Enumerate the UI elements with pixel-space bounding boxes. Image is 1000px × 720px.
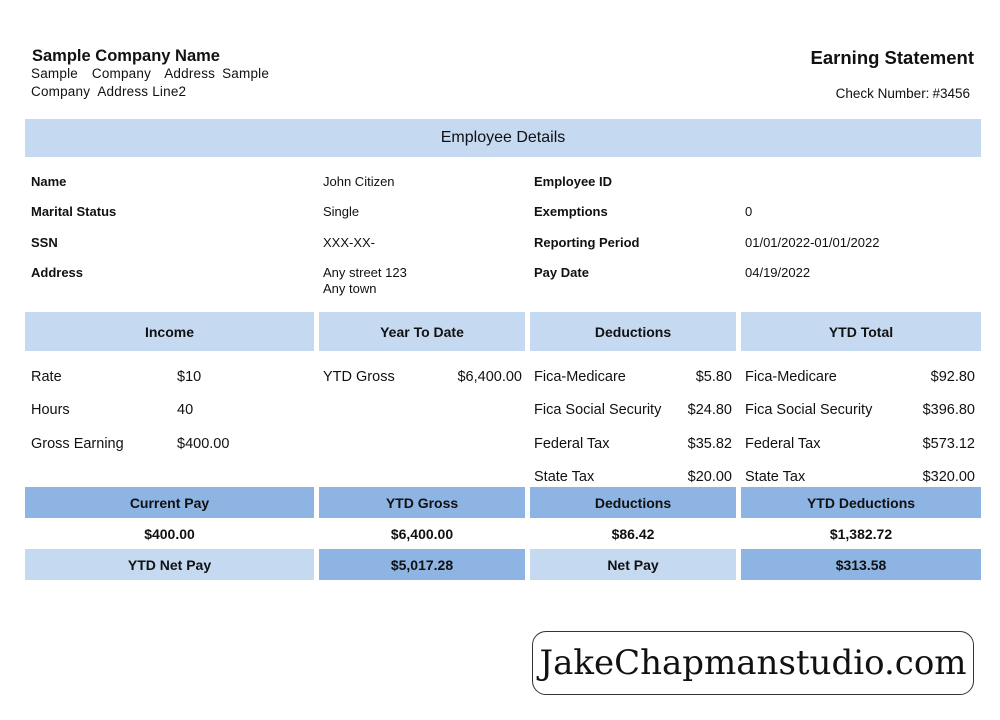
company-name: Sample Company Name (32, 47, 220, 65)
ytd-gross-label: YTD Gross (319, 487, 525, 518)
deduction-item-value: $5.80 (695, 369, 732, 385)
employee-details-header: Employee Details (25, 119, 981, 157)
deductions-column-header: Deductions (530, 312, 736, 351)
ytd-total-item-label: Fica Social Security (745, 402, 873, 418)
deduction-item-value: $20.00 (687, 469, 732, 485)
pay-date-value: 04/19/2022 (745, 265, 811, 280)
income-item-value: 40 (177, 402, 194, 418)
ssn-label: SSN (31, 235, 58, 250)
name-label: Name (31, 174, 67, 189)
ytd-total-item-label: Federal Tax (745, 436, 821, 452)
deduction-item-label: State Tax (534, 469, 595, 485)
company-address-line2: Company Address Line2 (31, 84, 187, 99)
address-value-line2: Any town (323, 281, 377, 296)
company-address-line1: Sample Company Address Sample (31, 66, 270, 81)
check-number-value: #3456 (932, 86, 970, 101)
ytd-total-item-value: $92.80 (930, 369, 975, 385)
pay-date-label: Pay Date (534, 265, 589, 280)
income-column-header: Income (25, 312, 314, 351)
ssn-value: XXX-XX- (323, 235, 376, 250)
net-pay-value: $313.58 (741, 549, 981, 580)
ytd-gross-value: $6,400.00 (390, 525, 454, 542)
employee-id-label: Employee ID (534, 174, 613, 189)
income-item-value: $10 (177, 369, 202, 385)
reporting-period-label: Reporting Period (534, 235, 640, 250)
deduction-item-value: $35.82 (687, 436, 732, 452)
income-item-label: Rate (31, 369, 62, 385)
ytd-item-value: $6,400.00 (457, 369, 522, 385)
marital-status-label: Marital Status (31, 204, 117, 219)
ytd-total-item-value: $573.12 (922, 436, 975, 452)
ytd-total-item-label: Fica-Medicare (745, 369, 837, 385)
watermark: JakeChapmanstudio.com (532, 631, 974, 695)
income-item-value: $400.00 (177, 436, 230, 452)
address-label: Address (31, 265, 84, 280)
income-item-label: Hours (31, 402, 70, 418)
exemptions-label: Exemptions (534, 204, 608, 219)
reporting-period-value: 01/01/2022-01/01/2022 (745, 235, 880, 250)
deduction-item-label: Fica Social Security (534, 402, 662, 418)
deductions-summary-label: Deductions (530, 487, 736, 518)
current-pay-label: Current Pay (25, 487, 314, 518)
deductions-summary-value: $86.42 (611, 525, 655, 542)
check-number-label: Check Number: (835, 86, 930, 101)
year-to-date-column-header: Year To Date (319, 312, 525, 351)
ytd-total-column-header: YTD Total (741, 312, 981, 351)
ytd-deductions-label: YTD Deductions (741, 487, 981, 518)
ytd-net-pay-value: $5,017.28 (319, 549, 525, 580)
ytd-net-pay-label: YTD Net Pay (25, 549, 314, 580)
ytd-item-label: YTD Gross (323, 369, 395, 385)
deduction-item-label: Fica-Medicare (534, 369, 626, 385)
name-value: John Citizen (323, 174, 395, 189)
ytd-total-item-value: $320.00 (922, 469, 975, 485)
current-pay-value: $400.00 (144, 525, 195, 542)
check-number (836, 86, 973, 101)
exemptions-value: 0 (745, 204, 753, 219)
statement-title: Earning Statement (810, 47, 974, 68)
address-value-line1: Any street 123 (323, 265, 407, 280)
ytd-deductions-value: $1,382.72 (829, 525, 893, 542)
deduction-item-label: Federal Tax (534, 436, 610, 452)
marital-status-value: Single (323, 204, 360, 219)
deduction-item-value: $24.80 (687, 402, 732, 418)
income-item-label: Gross Earning (31, 436, 124, 452)
ytd-total-item-label: State Tax (745, 469, 806, 485)
net-pay-label: Net Pay (530, 549, 736, 580)
ytd-total-item-value: $396.80 (922, 402, 975, 418)
